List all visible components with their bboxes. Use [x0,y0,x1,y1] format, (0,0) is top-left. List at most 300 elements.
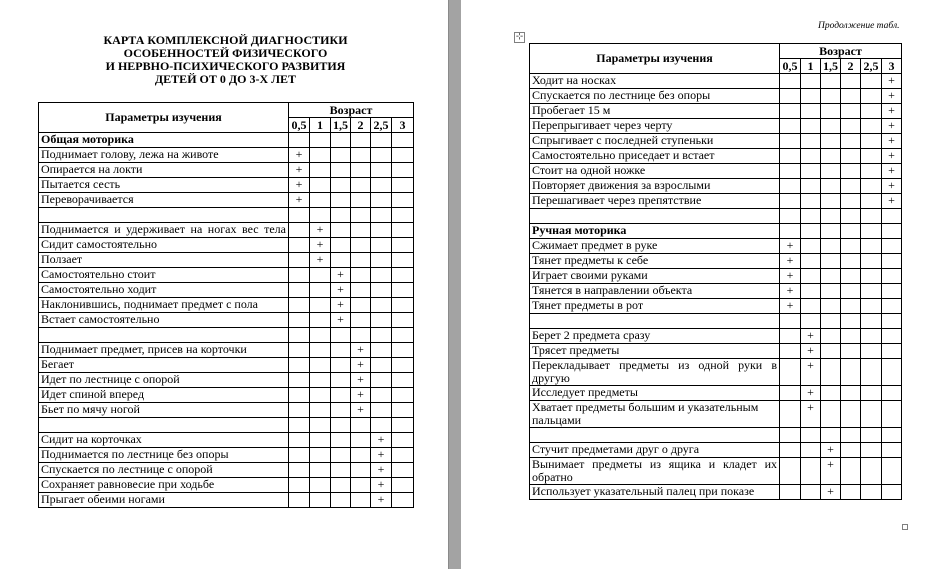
parameter-cell [39,418,289,433]
age-mark-cell [351,253,371,268]
table-row [39,343,414,358]
age-mark-cell [289,268,310,283]
table-row [39,448,414,463]
table-row [39,313,414,328]
age-col-header: 2,5 [861,59,882,74]
parameter-cell: Перепрыгивает через черту [530,119,780,134]
age-mark-cell [841,443,861,458]
age-mark-cell [331,418,351,433]
age-mark-cell [310,313,331,328]
age-mark-cell [331,253,351,268]
age-mark-cell: + [882,164,902,179]
parameter-cell: Сжимает предмет в руке [530,239,780,254]
age-mark-cell [841,224,861,239]
parameter-cell: Самостоятельно приседает и встает [530,149,780,164]
age-mark-cell [801,239,821,254]
parameter-cell [530,314,780,329]
age-mark-cell [861,284,882,299]
table-row [530,74,902,89]
table-row [530,443,902,458]
age-mark-cell [801,149,821,164]
table-row [530,224,902,239]
table-move-handle-icon[interactable]: ⊹ [515,32,524,42]
age-mark-cell [841,428,861,443]
parameter-cell [39,328,289,343]
age-mark-cell [351,268,371,283]
age-mark-cell [780,359,801,386]
parameter-cell: Бегает [39,358,289,373]
age-mark-cell [841,314,861,329]
age-mark-cell: + [351,403,371,418]
document-title [38,34,413,86]
table-row [39,193,414,208]
age-mark-cell: + [331,298,351,313]
age-mark-cell [882,284,902,299]
param-header: Параметры изучения [39,103,289,133]
age-mark-cell [861,239,882,254]
age-mark-cell [841,74,861,89]
age-col-header: 3 [882,59,902,74]
age-col-header: 1 [801,59,821,74]
age-mark-cell [780,224,801,239]
age-mark-cell [861,254,882,269]
age-mark-cell [780,119,801,134]
age-mark-cell [392,328,414,343]
age-mark-cell [371,418,392,433]
age-mark-cell [882,485,902,500]
age-mark-cell [351,463,371,478]
age-mark-cell [861,329,882,344]
age-mark-cell [392,208,414,223]
age-mark-cell [801,89,821,104]
age-mark-cell [351,493,371,508]
age-mark-cell [861,104,882,119]
age-mark-cell [821,386,841,401]
age-col-header: 1 [310,118,331,133]
age-col-header: 1,5 [331,118,351,133]
age-mark-cell [351,328,371,343]
age-mark-cell [331,493,351,508]
table-row [39,418,414,433]
table-row [39,298,414,313]
age-mark-cell [801,284,821,299]
age-mark-cell [841,269,861,284]
age-mark-cell [780,386,801,401]
age-mark-cell [882,458,902,485]
age-mark-cell [821,179,841,194]
age-mark-cell [289,208,310,223]
parameter-cell: Стоит на одной ножке [530,164,780,179]
age-mark-cell [331,478,351,493]
age-mark-cell [801,458,821,485]
parameter-cell: Тянет предметы к себе [530,254,780,269]
table-row [39,328,414,343]
table-row [39,178,414,193]
age-mark-cell [392,403,414,418]
age-mark-cell [351,238,371,253]
table-row [530,89,902,104]
age-mark-cell: + [351,373,371,388]
parameter-cell: Хватает предметы большим и указательным пальцами [530,401,780,428]
age-mark-cell [392,163,414,178]
age-mark-cell [310,358,331,373]
age-mark-cell [801,164,821,179]
age-mark-cell [392,253,414,268]
age-mark-cell [371,193,392,208]
age-mark-cell: + [371,463,392,478]
age-col-header: 2,5 [371,118,392,133]
age-mark-cell [371,313,392,328]
age-mark-cell [780,149,801,164]
table-row [530,314,902,329]
parameter-cell: Берет 2 предмета сразу [530,329,780,344]
table-row [39,148,414,163]
age-mark-cell [780,344,801,359]
age-mark-cell [331,448,351,463]
parameter-cell: Трясет предметы [530,344,780,359]
age-mark-cell [841,179,861,194]
diagnostic-table-left [38,102,414,508]
age-mark-cell: + [289,193,310,208]
age-mark-cell [882,329,902,344]
age-mark-cell [371,163,392,178]
age-mark-cell: + [331,283,351,298]
parameter-cell: Ползает [39,253,289,268]
age-mark-cell [392,148,414,163]
age-mark-cell [780,428,801,443]
age-mark-cell [821,269,841,284]
age-mark-cell [841,119,861,134]
age-mark-cell [882,254,902,269]
table-row [39,463,414,478]
age-mark-cell [821,104,841,119]
age-mark-cell [310,418,331,433]
table-row [530,209,902,224]
age-mark-cell [861,359,882,386]
age-mark-cell [310,268,331,283]
age-mark-cell [331,343,351,358]
age-mark-cell [371,133,392,148]
parameter-cell: Идет спиной вперед [39,388,289,403]
table-row [39,358,414,373]
age-mark-cell [310,373,331,388]
age-mark-cell [289,418,310,433]
age-mark-cell [392,238,414,253]
age-mark-cell [841,149,861,164]
age-mark-cell [289,253,310,268]
table-row [39,493,414,508]
age-mark-cell: + [310,223,331,238]
age-mark-cell [351,133,371,148]
parameter-cell: Перекладывает предметы из одной руки в другую [530,359,780,386]
age-mark-cell [371,388,392,403]
age-mark-cell [392,463,414,478]
age-mark-cell [861,194,882,209]
parameter-cell: Ходит на носках [530,74,780,89]
table-row [530,386,902,401]
age-mark-cell: + [371,493,392,508]
age-mark-cell [780,179,801,194]
table-body-right [530,74,902,500]
parameter-cell: Использует указательный палец при показе [530,485,780,500]
age-col-header: 3 [392,118,414,133]
age-mark-cell [351,193,371,208]
continuation-label: Продолжение табл. [818,21,900,31]
section-heading: Общая моторика [39,133,289,148]
age-mark-cell: + [371,478,392,493]
age-mark-cell: + [371,448,392,463]
age-mark-cell [841,134,861,149]
age-mark-cell [289,283,310,298]
age-mark-cell: + [331,268,351,283]
age-mark-cell [392,418,414,433]
parameter-cell: Бьет по мячу ногой [39,403,289,418]
age-mark-cell [392,343,414,358]
age-mark-cell [821,89,841,104]
age-mark-cell [780,194,801,209]
parameter-cell: Повторяет движения за взрослыми [530,179,780,194]
age-mark-cell [841,284,861,299]
age-mark-cell [821,239,841,254]
age-mark-cell [310,343,331,358]
table-row [39,478,414,493]
table-row [530,401,902,428]
age-mark-cell: + [310,238,331,253]
title-line: И НЕРВНО-ПСИХИЧЕСКОГО РАЗВИТИЯ [105,59,346,73]
table-resize-handle-icon[interactable] [902,524,908,530]
age-mark-cell [841,344,861,359]
table-row [39,388,414,403]
age-mark-cell: + [882,149,902,164]
age-mark-cell [351,208,371,223]
age-mark-cell [310,178,331,193]
age-mark-cell [882,401,902,428]
age-mark-cell: + [821,458,841,485]
age-mark-cell [861,209,882,224]
age-mark-cell [392,388,414,403]
parameter-cell: Идет по лестнице с опорой [39,373,289,388]
parameter-cell: Прыгает обеими ногами [39,493,289,508]
age-mark-cell [780,443,801,458]
parameter-cell [530,428,780,443]
age-mark-cell [801,254,821,269]
age-mark-cell: + [821,485,841,500]
age-mark-cell [331,223,351,238]
table-row [530,104,902,119]
age-mark-cell [801,314,821,329]
age-mark-cell [392,373,414,388]
age-mark-cell [801,269,821,284]
age-mark-cell [821,329,841,344]
age-mark-cell [780,329,801,344]
title-line: КАРТА КОМПЛЕКСНОЙ ДИАГНОСТИКИ [103,33,348,47]
parameter-cell: Вынимает предметы из ящика и кладет их обратно [530,458,780,485]
table-row [39,223,414,238]
age-mark-cell [882,386,902,401]
age-mark-cell [861,164,882,179]
age-mark-cell [331,208,351,223]
age-mark-cell [861,269,882,284]
age-mark-cell [310,328,331,343]
age-mark-cell [351,283,371,298]
parameter-cell: Тянет предметы в рот [530,299,780,314]
age-header: Возраст [289,103,414,118]
age-mark-cell [821,314,841,329]
age-mark-cell [780,74,801,89]
age-mark-cell: + [882,89,902,104]
age-mark-cell [310,148,331,163]
age-mark-cell [289,313,310,328]
parameter-cell: Сидит самостоятельно [39,238,289,253]
age-mark-cell [821,299,841,314]
age-mark-cell: + [780,239,801,254]
age-mark-cell [821,428,841,443]
table-row [530,344,902,359]
age-mark-cell [289,433,310,448]
age-mark-cell: + [780,299,801,314]
age-mark-cell: + [821,443,841,458]
age-mark-cell [289,223,310,238]
parameter-cell: Опирается на локти [39,163,289,178]
age-mark-cell [841,329,861,344]
age-mark-cell [882,269,902,284]
age-mark-cell [821,74,841,89]
age-mark-cell [371,358,392,373]
table-row [39,238,414,253]
age-mark-cell [392,298,414,313]
age-mark-cell: + [882,104,902,119]
age-mark-cell: + [289,178,310,193]
age-mark-cell [861,344,882,359]
parameter-cell: Наклонившись, поднимает предмет с пола [39,298,289,313]
parameter-cell: Тянется в направлении объекта [530,284,780,299]
age-mark-cell [331,193,351,208]
table-row [530,254,902,269]
table-row [39,208,414,223]
age-mark-cell [861,89,882,104]
table-row [530,428,902,443]
parameter-cell: Спускается по лестнице без опоры [530,89,780,104]
age-mark-cell: + [780,269,801,284]
age-mark-cell [331,463,351,478]
table-row [530,239,902,254]
age-mark-cell [351,313,371,328]
age-mark-cell [801,134,821,149]
age-mark-cell [371,403,392,418]
age-mark-cell [392,223,414,238]
age-mark-cell: + [801,329,821,344]
age-mark-cell [861,485,882,500]
age-mark-cell [861,134,882,149]
age-mark-cell [801,299,821,314]
age-mark-cell [310,163,331,178]
diagnostic-table-right [529,43,902,500]
age-mark-cell [331,358,351,373]
age-mark-cell [882,344,902,359]
age-mark-cell [801,74,821,89]
age-mark-cell [331,328,351,343]
age-mark-cell [310,478,331,493]
age-mark-cell: + [801,359,821,386]
age-mark-cell [310,448,331,463]
table-row [39,163,414,178]
age-mark-cell [780,164,801,179]
age-mark-cell [331,133,351,148]
age-mark-cell [780,458,801,485]
age-mark-cell [841,299,861,314]
table-row [530,119,902,134]
table-row [530,329,902,344]
parameter-cell: Самостоятельно стоит [39,268,289,283]
age-mark-cell [371,328,392,343]
age-mark-cell [780,401,801,428]
age-mark-cell [392,448,414,463]
age-mark-cell [392,133,414,148]
age-mark-cell [351,178,371,193]
age-mark-cell [861,299,882,314]
age-mark-cell [821,164,841,179]
age-mark-cell [780,314,801,329]
age-mark-cell [801,104,821,119]
table-row [530,359,902,386]
age-mark-cell [841,104,861,119]
table-row [39,403,414,418]
table-row [39,373,414,388]
age-mark-cell: + [801,386,821,401]
age-mark-cell [351,148,371,163]
age-mark-cell [841,254,861,269]
table-row [530,269,902,284]
age-mark-cell [821,224,841,239]
age-mark-cell: + [801,401,821,428]
age-mark-cell [801,179,821,194]
age-mark-cell [371,208,392,223]
age-col-header: 2 [351,118,371,133]
age-mark-cell [310,208,331,223]
age-mark-cell [289,478,310,493]
age-mark-cell [371,283,392,298]
table-row [530,134,902,149]
parameter-cell: Пробегает 15 м [530,104,780,119]
age-mark-cell [861,458,882,485]
age-mark-cell [861,428,882,443]
parameter-cell: Встает самостоятельно [39,313,289,328]
parameter-cell: Поднимает голову, лежа на животе [39,148,289,163]
title-line: ДЕТЕЙ ОТ 0 ДО 3-Х ЛЕТ [154,72,297,86]
age-mark-cell [780,134,801,149]
table-row [530,458,902,485]
age-mark-cell [841,164,861,179]
age-mark-cell: + [882,194,902,209]
age-mark-cell: + [780,254,801,269]
table-row [530,284,902,299]
age-mark-cell [801,443,821,458]
age-mark-cell [841,359,861,386]
age-mark-cell [780,485,801,500]
age-mark-cell [371,238,392,253]
age-mark-cell [289,238,310,253]
age-mark-cell [821,359,841,386]
age-mark-cell [861,443,882,458]
age-mark-cell [289,328,310,343]
age-mark-cell [821,344,841,359]
age-mark-cell [801,194,821,209]
age-mark-cell [801,209,821,224]
age-mark-cell [331,148,351,163]
age-mark-cell [841,386,861,401]
age-mark-cell [371,373,392,388]
age-mark-cell [289,388,310,403]
